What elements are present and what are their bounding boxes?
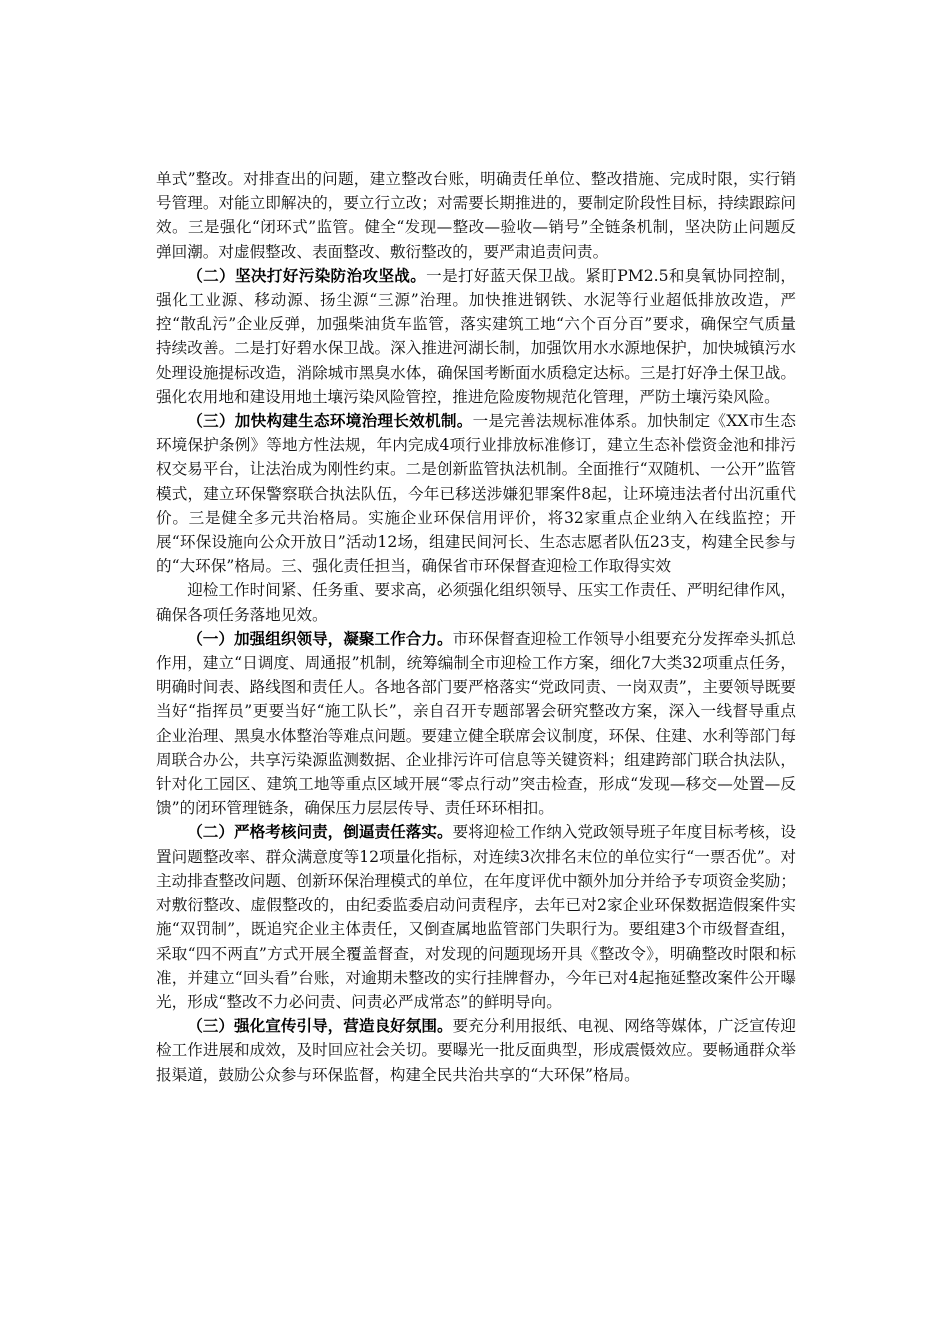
paragraph-4: [156, 578, 796, 626]
paragraph-3-text: 一是完善法规标准体系。加快制定《XX市生态环境保护条例》等地方性法规，年内完成4项行业排放标准修订，建立生态补偿资金池和排污权交易平台，让法治成为刚性约束。二是创新监管执法机制。全面推行“双随机、一公开”监管模式，建立环保警察联合执法队伍，今年已移送涉嫌犯罪案件8起，让环境违法者付出沉重代价。三是健全多元共治格局。实施企业环保信用评价，将32家重点企业纳入在线监控；开展“环保设施向公众开放日”活动12场，组建民间河长、生态志愿者队伍23支，构建全民参与的“大环保”格局。三、强化责任担当，确保省市环保督查迎检工作取得实效: [156, 412, 796, 576]
paragraph-1: [156, 167, 796, 264]
paragraph-3: [156, 409, 796, 578]
paragraph-4-text: 迎检工作时间紧、任务重、要求高，必须强化组织领导、压实工作责任、严明纪律作风，确保各项任务落地见效。: [156, 581, 796, 624]
paragraph-3-heading: （三）加快构建生态环境治理长效机制。: [187, 411, 473, 431]
paragraph-2: [156, 264, 796, 409]
paragraph-7: [156, 1014, 796, 1087]
paragraph-1-text: 单式”整改。对排查出的问题，建立整改台账，明确责任单位、整改措施、完成时限，实行销号管理。对能立即解决的，要立行立改；对需要长期推进的，要制定阶段性目标，持续跟踪问效。三是强化“闭环式”监管。健全“发现—整改—验收—销号”全链条机制，坚决防止问题反弹回潮。对虚假整改、表面整改、敷衍整改的，要严肃追责问责。: [156, 170, 796, 261]
document-body: [156, 167, 796, 1087]
paragraph-7-text: 要充分利用报纸、电视、网络等媒体，广泛宣传迎检工作进展和成效，及时回应社会关切。要曝光一批反面典型，形成震慑效应。要畅通群众举报渠道，鼓励公众参与环保监督，构建全民共治共享的“大环保”格局。: [156, 1017, 796, 1084]
paragraph-2-heading: （二）坚决打好污染防治攻坚战。: [187, 265, 427, 285]
paragraph-5-heading: （一）加强组织领导，凝聚工作合力。: [187, 628, 453, 648]
paragraph-6-heading: （二）严格考核问责，倒逼责任落实。: [187, 822, 453, 842]
paragraph-6-text: 要将迎检工作纳入党政领导班子年度目标考核，设置问题整改率、群众满意度等12项量化指标，对连续3次排名末位的单位实行“一票否优”。对主动排查整改问题、创新环保治理模式的单位，在年度评优中额外加分并给予专项资金奖励；对敷衍整改、虚假整改的，由纪委监委启动问责程序，去年已对2家企业环保数据造假案件实施“双罚制”，既追究企业主体责任，又倒查属地监管部门失职行为。要组建3个市级督查组，采取“四不两直”方式开展全覆盖督查，对发现的问题现场开具《整改令》，明确整改时限和标准，并建立“回头看”台账，对逾期未整改的实行挂牌督办，今年已对4起拖延整改案件公开曝光，形成“整改不力必问责、问责必严成常态”的鲜明导向。: [156, 823, 796, 1011]
paragraph-7-heading: （三）强化宣传引导，营造良好氛围。: [187, 1016, 453, 1036]
paragraph-5: [156, 627, 796, 821]
paragraph-2-text: 一是打好蓝天保卫战。紧盯PM2.5和臭氧协同控制，强化工业源、移动源、扬尘源“三源”治理。加快推进钢铁、水泥等行业超低排放改造，严控“散乱污”企业反弹，加强柴油货车监管，落实建筑工地“六个百分百”要求，确保空气质量持续改善。二是打好碧水保卫战。深入推进河湖长制，加强饮用水水源地保护，加快城镇污水处理设施提标改造，消除城市黑臭水体，确保国考断面水质稳定达标。三是打好净土保卫战。强化农用地和建设用地土壤污染风险管控，推进危险废物规范化管理，严防土壤污染风险。: [156, 266, 796, 406]
paragraph-5-text: 市环保督查迎检工作领导小组要充分发挥牵头抓总作用，建立“日调度、周通报”机制，统筹编制全市迎检工作方案，细化7大类32项重点任务，明确时间表、路线图和责任人。各地各部门要严格落实“党政同责、一岗双责”，主要领导既要当好“指挥员”更要当好“施工队长”，亲自召开专题部署会研究整改方案，深入一线督导重点企业治理、黑臭水体整治等难点问题。要建立健全联席会议制度，环保、住建、水利等部门每周联合办公，共享污染源监测数据、企业排污许可信息等关键资料；组建跨部门联合执法队，针对化工园区、建筑工地等重点区域开展“零点行动”突击检查，形成“发现—移交—处置—反馈”的闭环管理链条，确保压力层层传导、责任环环相扣。: [156, 629, 796, 818]
paragraph-6: [156, 820, 796, 1014]
